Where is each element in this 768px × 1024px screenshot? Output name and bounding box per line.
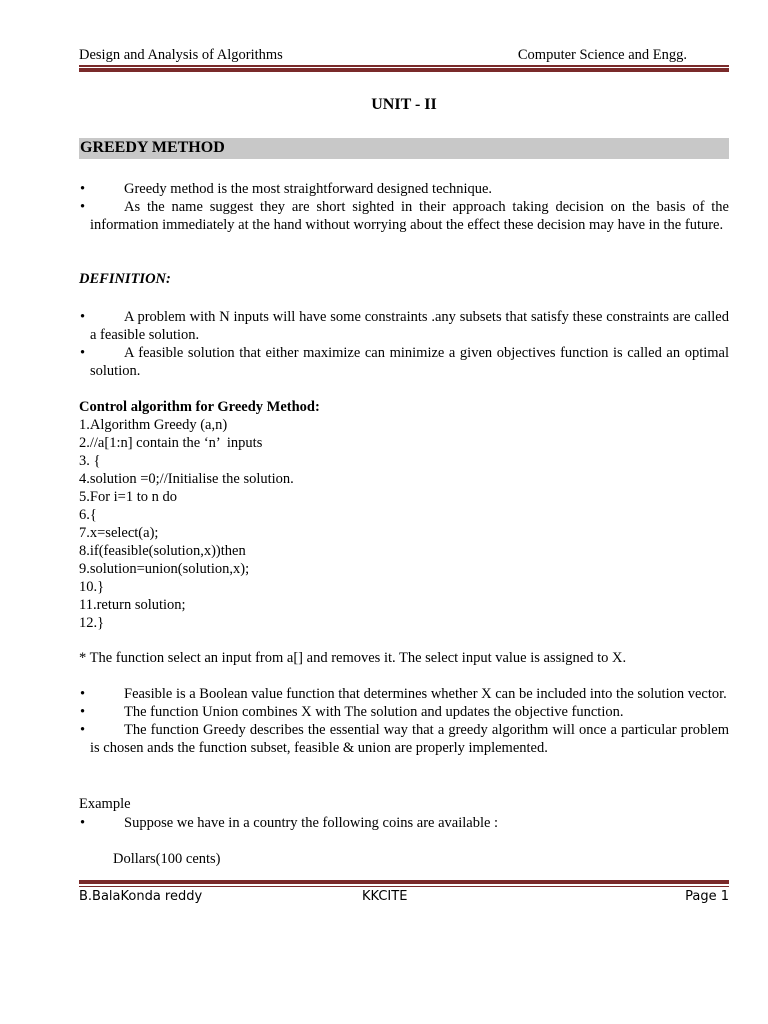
bullet-icon: • bbox=[80, 815, 86, 831]
list-item-text: As the name suggest they are short sighted in their approach taking decision on the basis of the information immediately at the hand without worrying about the effect these decision may have in the future. bbox=[90, 199, 729, 233]
footer-author: B.BalaKonda reddy bbox=[79, 889, 203, 904]
algorithm-block bbox=[79, 398, 729, 632]
header-rule-thick bbox=[79, 68, 729, 72]
list-item bbox=[79, 344, 729, 380]
bullet-icon: • bbox=[80, 345, 86, 361]
bullet-icon: • bbox=[80, 309, 86, 325]
example-heading: Example bbox=[79, 796, 131, 812]
bullet-icon: • bbox=[80, 686, 86, 702]
definition-heading: DEFINITION: bbox=[79, 271, 171, 287]
algorithm-line: 8.if(feasible(solution,x))then bbox=[79, 543, 246, 559]
algorithm-line: 12.} bbox=[79, 615, 105, 631]
list-item-text: A problem with N inputs will have some constraints .any subsets that satisfy these constraints are called a feasible solution. bbox=[90, 309, 729, 343]
section-title-band bbox=[79, 138, 729, 159]
section-title: GREEDY METHOD bbox=[80, 139, 225, 156]
header-department: Computer Science and Engg. bbox=[517, 47, 687, 63]
algorithm-line: 1.Algorithm Greedy (a,n) bbox=[79, 417, 228, 433]
bullet-icon: • bbox=[80, 704, 86, 720]
algorithm-heading: Control algorithm for Greedy Method: bbox=[79, 399, 320, 415]
list-item-text: Feasible is a Boolean value function that determines whether X can be included into the solution vector. bbox=[124, 686, 727, 702]
list-item-text: The function Greedy describes the essential way that a greedy algorithm will once a particular problem is chosen ands the function subset, feasible & union are properly implemented. bbox=[90, 722, 729, 756]
example-bullets bbox=[79, 814, 729, 832]
bullet-icon: • bbox=[80, 722, 86, 738]
bullet-icon: • bbox=[80, 181, 86, 197]
list-item-text: A feasible solution that either maximize can minimize a given objectives function is called an optimal solution. bbox=[90, 345, 729, 379]
function-bullets bbox=[79, 685, 729, 757]
algorithm-note: * The function select an input from a[] and removes it. The select input value is assigned to X. bbox=[79, 650, 627, 666]
bullet-icon: • bbox=[80, 199, 86, 215]
list-item bbox=[79, 685, 729, 703]
example-item: Dollars(100 cents) bbox=[113, 851, 221, 867]
unit-title: UNIT - II bbox=[371, 96, 437, 113]
list-item bbox=[79, 308, 729, 344]
list-item-text: Greedy method is the most straightforward designed technique. bbox=[124, 181, 493, 197]
intro-bullets bbox=[79, 180, 729, 234]
list-item-text: The function Union combines X with The solution and updates the objective function. bbox=[124, 704, 624, 720]
algorithm-line: 4.solution =0;//Initialise the solution. bbox=[79, 471, 294, 487]
algorithm-line: 5.For i=1 to n do bbox=[79, 489, 178, 505]
algorithm-line: 6.{ bbox=[79, 507, 97, 523]
algorithm-line: 3. { bbox=[79, 453, 101, 469]
footer-institution: KKCITE bbox=[362, 889, 408, 904]
list-item bbox=[79, 180, 729, 198]
header-course-title: Design and Analysis of Algorithms bbox=[79, 47, 283, 63]
algorithm-line: 9.solution=union(solution,x); bbox=[79, 561, 250, 577]
algorithm-line: 11.return solution; bbox=[79, 597, 186, 613]
footer-rule-thin bbox=[79, 886, 729, 888]
footer-page-number: Page 1 bbox=[685, 889, 729, 904]
algorithm-line: 2.//a[1:n] contain the ‘n’ inputs bbox=[79, 435, 263, 451]
footer-rule-thick bbox=[79, 880, 729, 884]
algorithm-line: 7.x=select(a); bbox=[79, 525, 159, 541]
list-item bbox=[79, 198, 729, 234]
header-rule-thin bbox=[79, 65, 729, 67]
definition-bullets bbox=[79, 308, 729, 380]
algorithm-line: 10.} bbox=[79, 579, 105, 595]
list-item bbox=[79, 721, 729, 757]
list-item-text: Suppose we have in a country the following coins are available : bbox=[124, 815, 499, 831]
page-header bbox=[79, 47, 729, 67]
page-footer bbox=[79, 889, 729, 907]
list-item bbox=[79, 814, 729, 832]
list-item bbox=[79, 703, 729, 721]
